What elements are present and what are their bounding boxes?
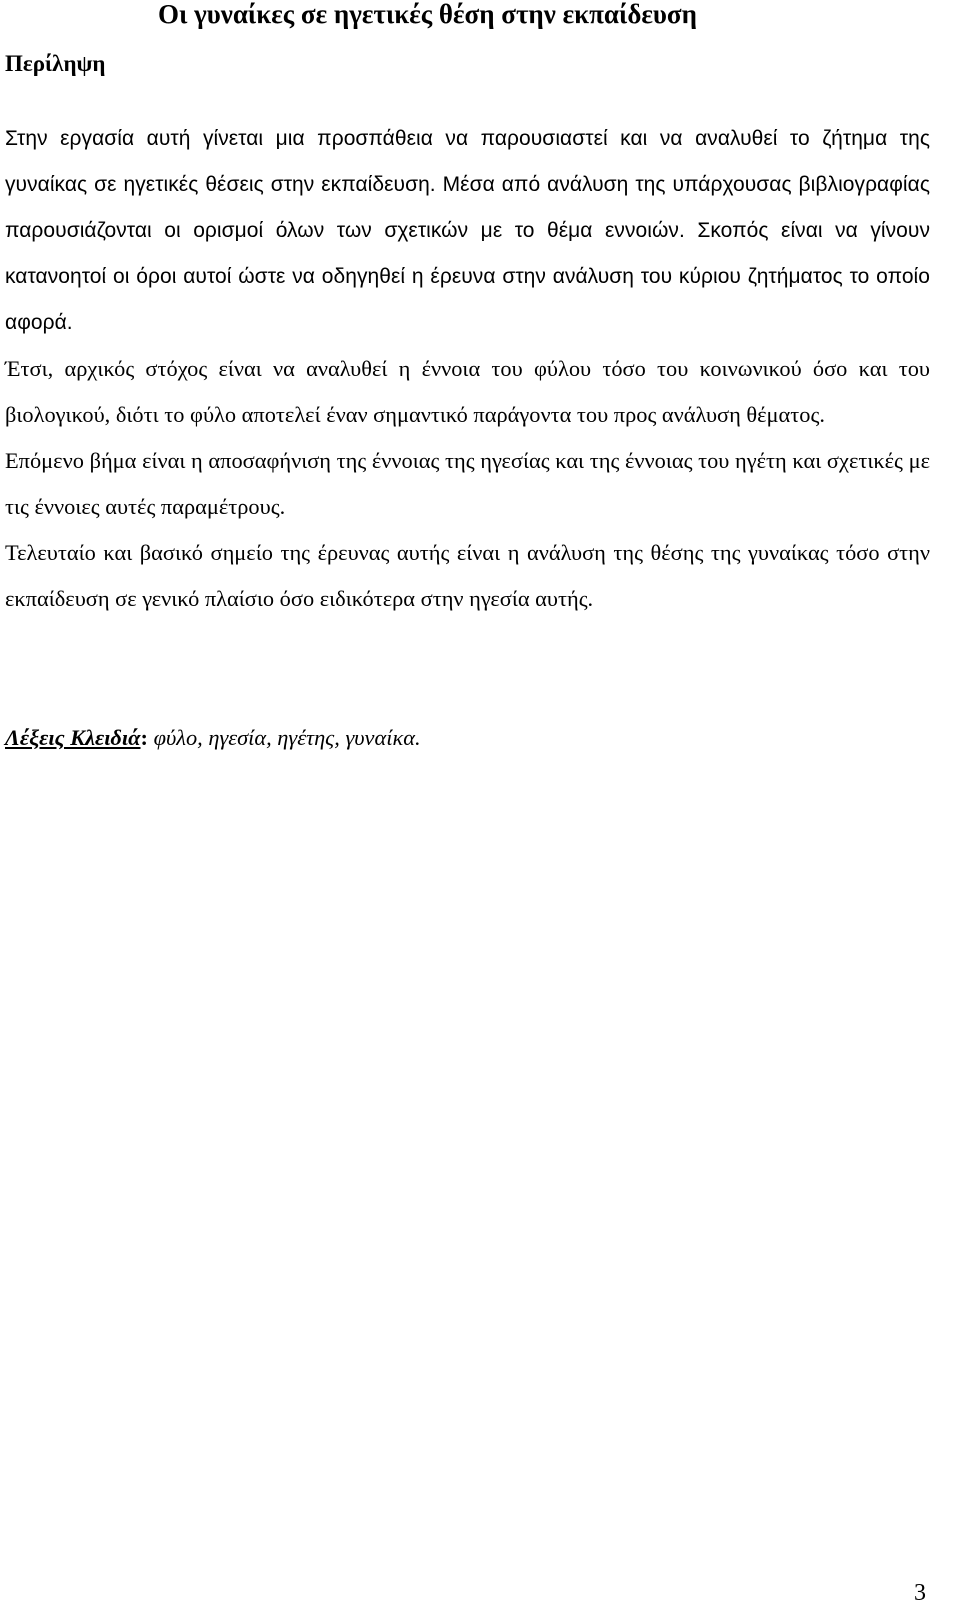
keywords-values: φύλο, ηγεσία, ηγέτης, γυναίκα. xyxy=(153,725,421,750)
keywords-line xyxy=(5,718,421,758)
abstract-sentence-1: Στην εργασία αυτή γίνεται μια προσπάθεια να παρουσιαστεί και να αναλυθεί το ζήτημα της γυναίκας σε ηγετικές θέσεις στην εκπαίδευση. xyxy=(5,127,930,196)
abstract-sentence-3: Σκοπός είναι να γίνουν κατανοητοί οι όροι αυτοί ώστε να οδηγηθεί η έρευνα στην ανάλυση του κύριου ζητήματος το οποίο αφορά. xyxy=(5,219,930,334)
abstract-paragraph-1 xyxy=(5,116,930,346)
keywords-label: Λέξεις Κλειδιά xyxy=(5,725,141,750)
abstract-paragraph-4: Τελευταίο και βασικό σημείο της έρευνας αυτής είναι η ανάλυση της θέσης της γυναίκας τόσο στην εκπαίδευση σε γενικό πλαίσιο όσο ειδικότερα στην ηγεσία αυτής. xyxy=(5,540,930,611)
abstract-paragraph-3: Επόμενο βήμα είναι η αποσαφήνιση της έννοιας της ηγεσίας και της έννοιας του ηγέτη και σχετικές με τις έννοιες αυτές παραμέτρους. xyxy=(5,448,930,519)
page-number: 3 xyxy=(914,1580,926,1606)
document-title: Οι γυναίκες σε ηγετικές θέση στην εκπαίδευση xyxy=(158,0,697,29)
abstract-paragraph-2: Έτσι, αρχικός στόχος είναι να αναλυθεί η έννοια του φύλου τόσο του κοινωνικού όσο και του βιολογικού, διότι το φύλο αποτελεί έναν σημαντικό παράγοντα του προς ανάλυση θέματος. xyxy=(5,356,930,427)
abstract-body xyxy=(5,116,930,622)
keywords-separator: : xyxy=(140,725,154,750)
abstract-sentence-2: Μέσα από ανάλυση της υπάρχουσας βιβλιογραφίας παρουσιάζονται οι ορισμοί όλων των σχετικών με το θέμα εννοιών. xyxy=(5,173,930,242)
abstract-heading: Περίληψη xyxy=(5,51,106,76)
